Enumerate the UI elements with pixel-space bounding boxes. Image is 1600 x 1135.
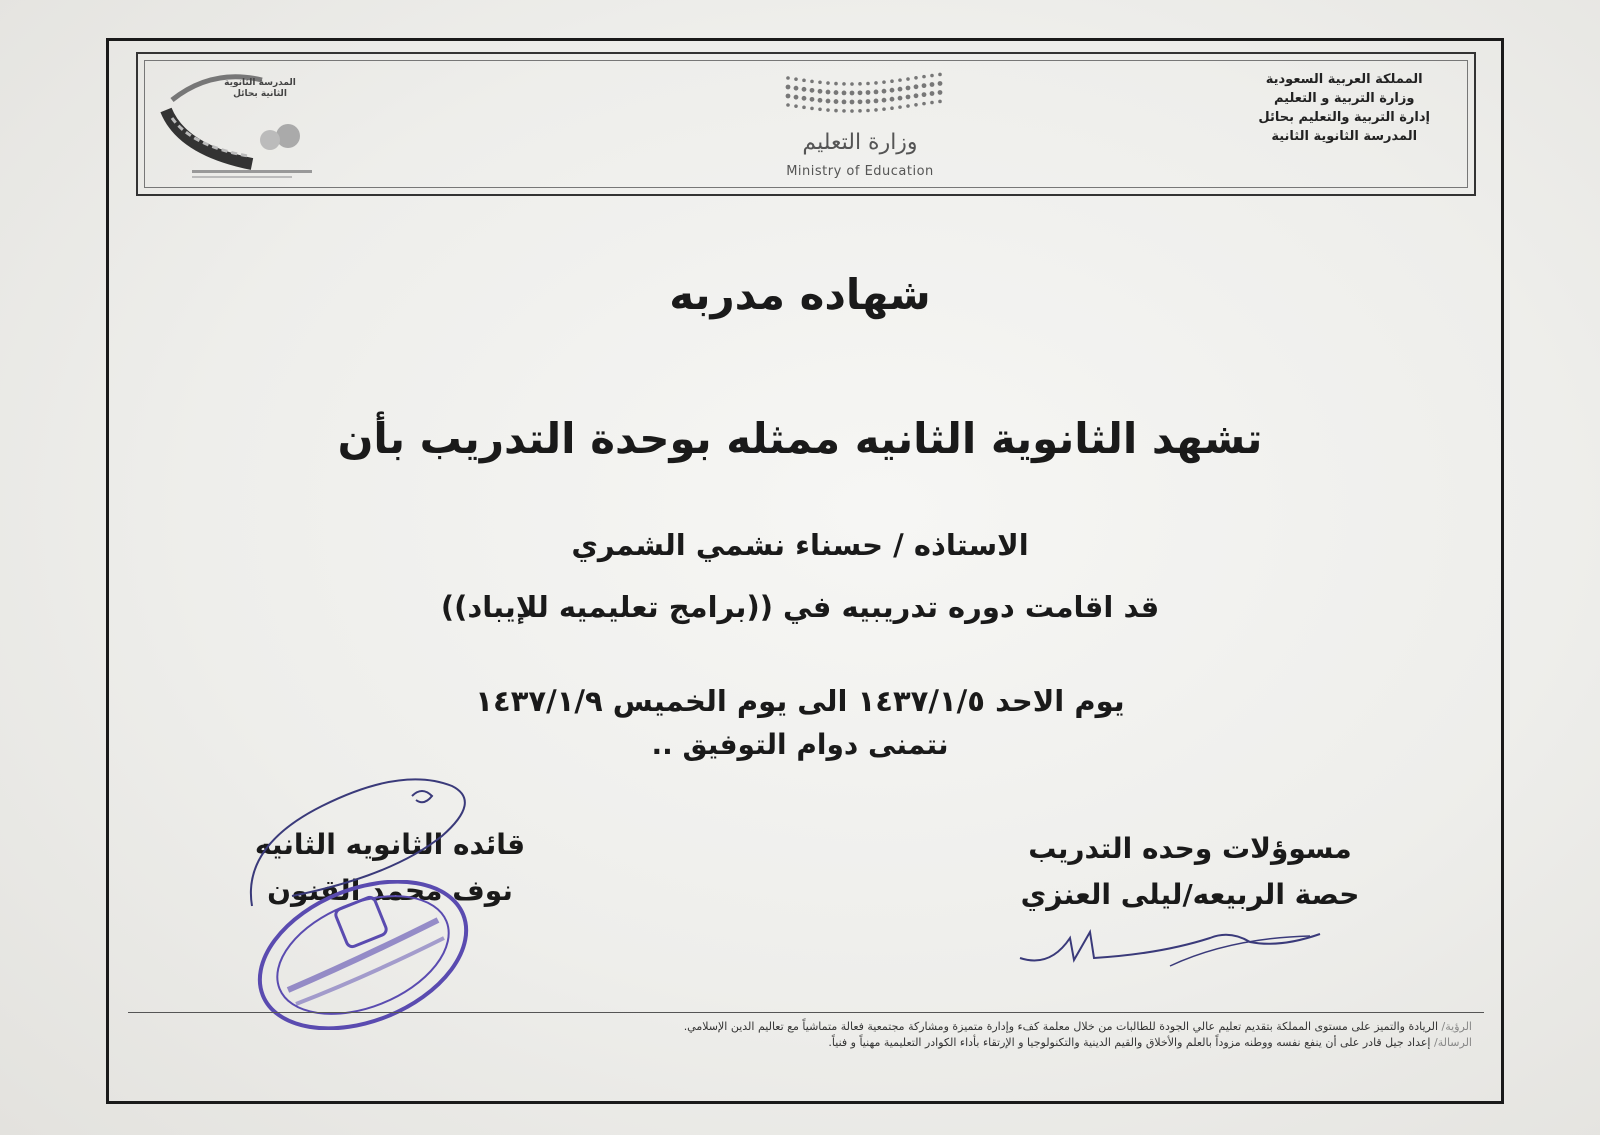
ministry-name-ar: وزارة التعليم [802,130,918,155]
training-unit-handwritten-signature [1010,908,1340,978]
mission-label: الرسالة/ [1433,1036,1472,1049]
school-logo [152,60,322,188]
principal-title: قائده الثانويه الثانيه [254,828,526,861]
course-dates: يوم الاحد ١٤٣٧/١/٥ الى يوم الخميس ١٤٣٧/١/٩ [475,684,1125,718]
training-unit-names: حصة الربيعه/ليلى العنزي [1020,878,1360,911]
ministry-dots-icon [736,66,980,126]
official-stamp [248,880,478,1030]
mission-line [128,1035,1484,1051]
org-line-department: إدارة التربية والتعليم بحائل [1258,110,1430,125]
org-line-country: المملكة العربية السعودية [1265,72,1423,87]
org-line-school: المدرسة الثانوية الثانية [1271,129,1418,144]
vision-line [128,1013,1484,1035]
vision-label: الرؤية/ [1441,1020,1472,1033]
certificate-header [136,52,1476,196]
vision-mission-footer [128,1012,1484,1091]
training-unit-title: مسوؤلات وحده التدريب [1028,832,1352,865]
training-unit-signature-block [1000,826,1380,918]
school-logo-text: المدرسة الثانوية الثانية بحائل [224,78,296,99]
course-description: قد اقامت دوره تدريبيه في ((برامج تعليميه للإيباد)) [440,590,1160,624]
org-line-ministry: وزارة التربية و التعليم [1273,91,1415,106]
recipient-name: الاستاذه / حسناء نشمي الشمري [571,528,1029,562]
certificate-title: شهاده مدربه [669,270,931,319]
vision-text: الريادة والتميز على مستوى المملكة بتقديم تعليم عالي الجودة للطالبات من خلال معلمة كفء وإدارة متميزة ومشاركة مجتمعية فعالة متماشياً مع تعاليم الدين الإسلامي. [683,1020,1439,1033]
ministry-name-en: Ministry of Education [786,164,934,179]
principal-name: نوف محمد القنون [267,874,513,907]
organization-lines [1258,70,1430,146]
closing-wish: نتمنى دوام التوفيق .. [651,728,949,761]
ministry-logo [736,66,980,184]
mission-text: إعداد جيل قادر على أن ينفع نفسه ووطنه مزوداً بالعلم والأخلاق والقيم الدينية والتكنولوجيا و الإرتقاء بأداء الكوادر التعليمية مهنياً و فنياً. [828,1036,1431,1049]
certificate-statement: تشهد الثانوية الثانيه ممثله بوحدة التدريب بأن [337,414,1263,463]
